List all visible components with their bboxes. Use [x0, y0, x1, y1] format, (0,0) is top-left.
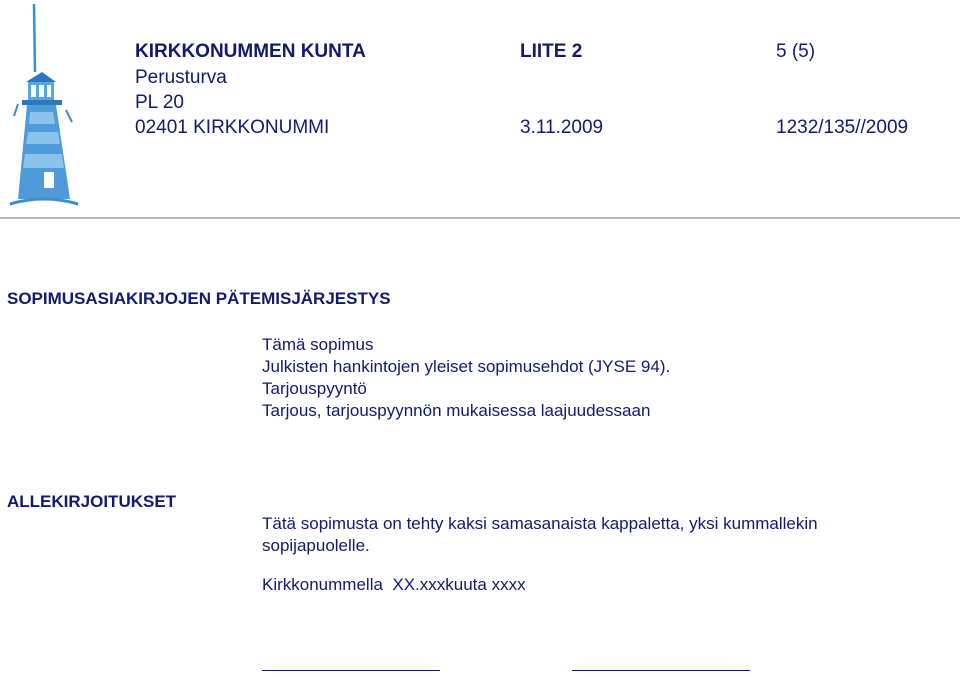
- document-date: 3.11.2009: [520, 117, 604, 138]
- reference-number: 1232/135//2009: [776, 117, 909, 138]
- po-box: PL 20: [135, 92, 184, 113]
- precedence-item: Tarjouspyyntö: [262, 379, 367, 398]
- precedence-item: Tämä sopimus: [262, 335, 374, 354]
- page-number: 5 (5): [776, 41, 816, 62]
- precedence-item: Tarjous, tarjouspyynnön mukaisessa laajuudessaan: [262, 401, 651, 420]
- postal-address: 02401 KIRKKONUMMI: [135, 117, 330, 138]
- signatures-text: Tätä sopimusta on tehty kaksi samasanaista kappaletta, yksi kummallekin: [262, 514, 818, 533]
- signature-line-left: [262, 670, 440, 671]
- org-name: KIRKKONUMMEN KUNTA: [135, 41, 366, 62]
- department: Perusturva: [135, 67, 227, 88]
- lighthouse-logo: [8, 4, 80, 214]
- section-title-signatures: ALLEKIRJOITUKSET: [7, 492, 177, 511]
- place-and-date: Kirkkonummella XX.xxxkuuta xxxx: [262, 575, 526, 594]
- signature-line-right: [572, 670, 750, 671]
- precedence-item: Julkisten hankintojen yleiset sopimusehdot (JYSE 94).: [262, 357, 671, 376]
- section-title-precedence: SOPIMUSASIAKIRJOJEN PÄTEMISJÄRJESTYS: [7, 289, 391, 308]
- signatures-text: sopijapuolelle.: [262, 536, 370, 555]
- header-divider: [0, 217, 960, 219]
- attachment-label: LIITE 2: [520, 41, 583, 62]
